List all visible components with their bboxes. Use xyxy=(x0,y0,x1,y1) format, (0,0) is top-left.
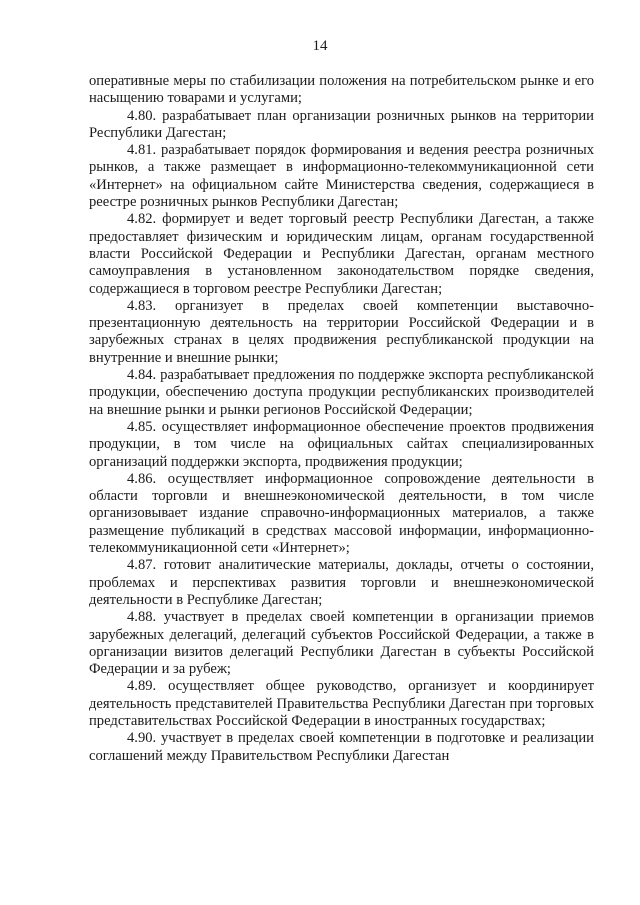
paragraph-4-90: 4.90. участвует в пределах своей компетенции в подготовке и реализации соглашений между Правительством Республики Дагестан xyxy=(89,730,594,764)
paragraph-4-85: 4.85. осуществляет информационное обеспечение проектов продвижения продукции, в том числе на официальных сайтах специализированных организаций поддержки экспорта, продвижения продукции; xyxy=(89,418,594,470)
paragraph-4-89: 4.89. осуществляет общее руководство, организует и координирует деятельность представителей Правительства Республики Дагестан при торговых представительствах Российской Федерации в иностранных государствах; xyxy=(89,678,594,729)
page-number: 14 xyxy=(312,38,328,54)
paragraph-4-83: 4.83. организует в пределах своей компетенции выставочно-презентационную деятельность на территории Российской Федерации и в зарубежных странах в целях продвижения республиканской продукции на внутренние и внешние рынки; xyxy=(89,297,594,366)
paragraph-4-84: 4.84. разрабатывает предложения по поддержке экспорта республиканской продукции, обеспечению доступа продукции республиканских производителей на внешние рынки и рынки регионов Российской Федерации; xyxy=(89,367,594,418)
paragraph-4-81: 4.81. разрабатывает порядок формирования и ведения реестра розничных рынков, а также размещает в информационно-телекоммуникационной сети «Интернет» на официальном сайте Министерства сведения, содержащиеся в реестре розничных рынков Республики Дагестан; xyxy=(89,142,594,211)
paragraph-4-80: 4.80. разрабатывает план организации розничных рынков на территории Республики Дагестан; xyxy=(89,107,594,141)
paragraph-4-82: 4.82. формирует и ведет торговый реестр Республики Дагестан, а также предоставляет физическим и юридическим лицам, органам государственной власти Российской Федерации и Республики Дагестан, органам местного самоуправления в установленном законодательством порядке сведения, содержащиеся в торговом реестре Республики Дагестан; xyxy=(89,211,594,297)
document-body xyxy=(89,73,594,765)
paragraph: оперативные меры по стабилизации положения на потребительском рынке и его насыщению товарами и услугами; xyxy=(89,73,594,107)
paragraph-4-87: 4.87. готовит аналитические материалы, доклады, отчеты о состоянии, проблемах и перспективах развития торговли и внешнеэкономической деятельности в Республике Дагестан; xyxy=(89,557,594,608)
paragraph-4-86: 4.86. осуществляет информационное сопровождение деятельности в области торговли и внешнеэкономической деятельности, в том числе организовывает издание справочно-информационных материалов, а также размещение публикаций в средствах массовой информации, информационно-телекоммуникационной сети «Интернет»; xyxy=(89,470,594,557)
paragraph-4-88: 4.88. участвует в пределах своей компетенции в организации приемов зарубежных делегаций, делегаций субъектов Российской Федерации, а также в организации визитов делегаций Республики Дагестан в субъекты Российской Федерации и за рубеж; xyxy=(89,609,594,678)
